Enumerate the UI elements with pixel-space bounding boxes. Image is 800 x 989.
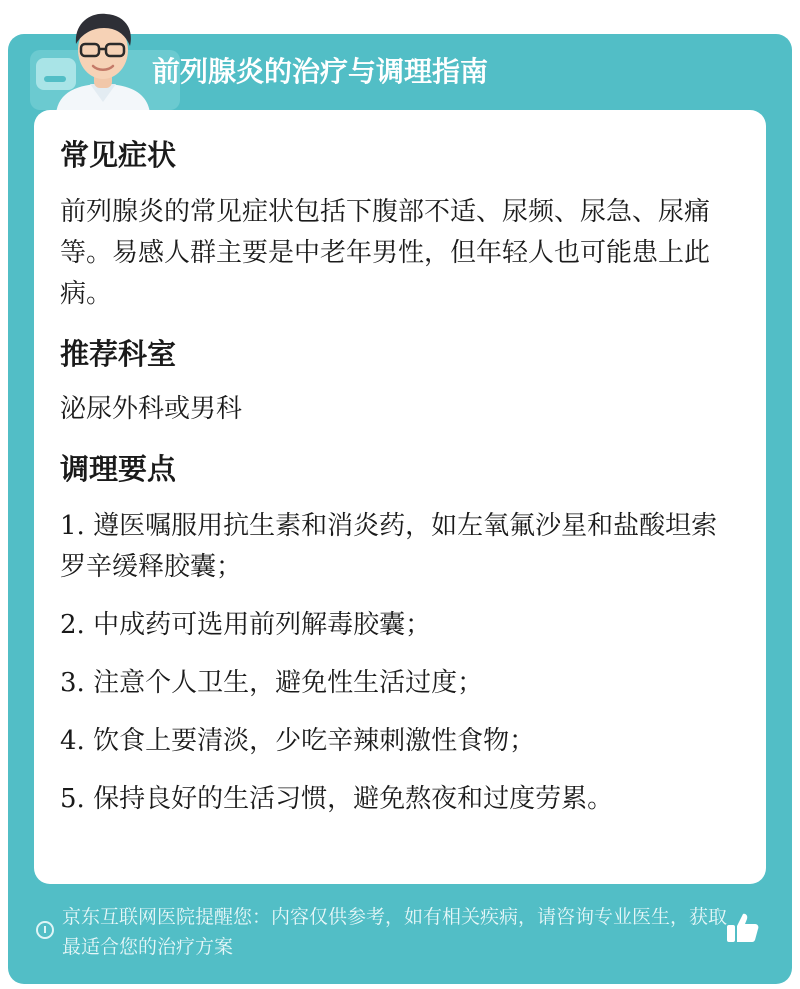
footer-disclaimer: 京东互联网医院提醒您：内容仅供参考，如有相关疾病，请咨询专业医生，获取最适合您的治疗方案 bbox=[62, 906, 728, 958]
section-heading-care: 调理要点 bbox=[60, 452, 177, 486]
section-body-department: 泌尿外科或男科 bbox=[60, 394, 243, 424]
section-heading-symptoms: 常见症状 bbox=[60, 138, 177, 172]
list-item: 1. 遵医嘱服用抗生素和消炎药，如左氧氟沙星和盐酸坦索罗辛缓释胶囊； bbox=[60, 511, 718, 582]
section-heading-department: 推荐科室 bbox=[60, 337, 177, 371]
care-list bbox=[60, 506, 740, 820]
thumbs-up-icon[interactable] bbox=[724, 910, 760, 946]
info-icon bbox=[36, 921, 54, 939]
section-body-symptoms: 前列腺炎的常见症状包括下腹部不适、尿频、尿急、尿痛等。易感人群主要是中老年男性，但年轻人也可能患上此病。 bbox=[60, 197, 711, 309]
list-item: 2. 中成药可选用前列解毒胶囊； bbox=[60, 610, 432, 640]
doctor-avatar-icon bbox=[48, 6, 158, 114]
list-item: 4. 饮食上要清淡，少吃辛辣刺激性食物； bbox=[60, 726, 536, 756]
list-item: 5. 保持良好的生活习惯，避免熬夜和过度劳累。 bbox=[60, 784, 614, 814]
article-content bbox=[60, 134, 740, 837]
page-title: 前列腺炎的治疗与调理指南 bbox=[152, 55, 489, 88]
list-item: 3. 注意个人卫生，避免性生活过度； bbox=[60, 668, 484, 698]
